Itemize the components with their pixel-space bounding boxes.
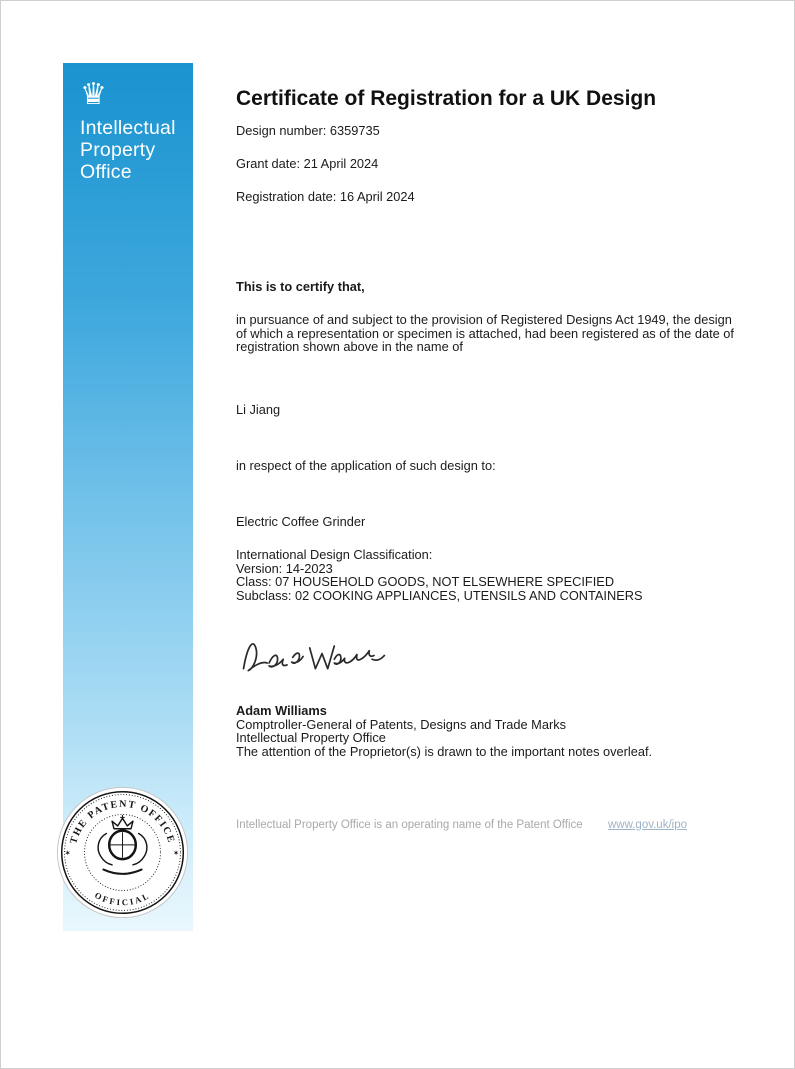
seal-star-left: ✶ bbox=[64, 848, 71, 858]
signatory-org: Intellectual Property Office bbox=[236, 730, 386, 746]
patent-office-seal bbox=[56, 786, 189, 919]
ipo-wordmark bbox=[80, 117, 176, 183]
design-number: Design number: 6359735 bbox=[236, 123, 380, 138]
classification-class: Class: 07 HOUSEHOLD GOODS, NOT ELSEWHERE SPECIFIED bbox=[236, 574, 615, 590]
classification-block bbox=[236, 548, 756, 602]
registration-date: Registration date: 16 April 2024 bbox=[236, 189, 415, 204]
crown-icon: ♛ bbox=[80, 77, 107, 112]
classification-version: Version: 14-2023 bbox=[236, 560, 333, 576]
certificate-title: Certificate of Registration for a UK Design bbox=[236, 87, 657, 110]
classification-subclass: Subclass: 02 COOKING APPLIANCES, UTENSILS AND CONTAINERS bbox=[236, 587, 643, 603]
seal-star-right: ✶ bbox=[172, 848, 180, 858]
footer-disclaimer: Intellectual Property Office is an operating name of the Patent Office bbox=[236, 819, 583, 831]
grant-date: Grant date: 21 April 2024 bbox=[236, 156, 379, 171]
signatory-role: Comptroller-General of Patents, Designs and Trade Marks bbox=[236, 716, 567, 732]
seal-bottom-text: OFFICIAL bbox=[93, 889, 152, 908]
signature bbox=[236, 629, 391, 686]
certify-body: in pursuance of and subject to the provision of Registered Designs Act 1949, the design of which a representation or specimen is attached, had been registered as of the date of registration shown above in the name of bbox=[236, 312, 734, 355]
ipo-wordmark-line: Property bbox=[80, 139, 156, 161]
ipo-wordmark-line: Office bbox=[80, 161, 132, 183]
signatory-block bbox=[236, 704, 756, 758]
ipo-logo bbox=[80, 79, 176, 183]
gov-uk-ipo-link[interactable]: www.gov.uk/ipo bbox=[607, 819, 687, 831]
signatory-name: Adam Williams bbox=[236, 703, 327, 718]
seal-graphic bbox=[56, 786, 189, 919]
footer bbox=[236, 818, 687, 832]
proprietor-name: Li Jiang bbox=[236, 402, 281, 417]
signature-graphic bbox=[236, 629, 391, 681]
design-title: Electric Coffee Grinder bbox=[236, 514, 366, 529]
certify-heading: This is to certify that, bbox=[236, 279, 365, 294]
ipo-wordmark-line: Intellectual bbox=[80, 117, 176, 139]
classification-heading: International Design Classification: bbox=[236, 547, 433, 562]
seal-top-text: THE PATENT OFFICE bbox=[68, 798, 177, 846]
signatory-note: The attention of the Proprietor(s) is drawn to the important notes overleaf. bbox=[236, 743, 653, 759]
application-line: in respect of the application of such design to: bbox=[236, 458, 496, 473]
